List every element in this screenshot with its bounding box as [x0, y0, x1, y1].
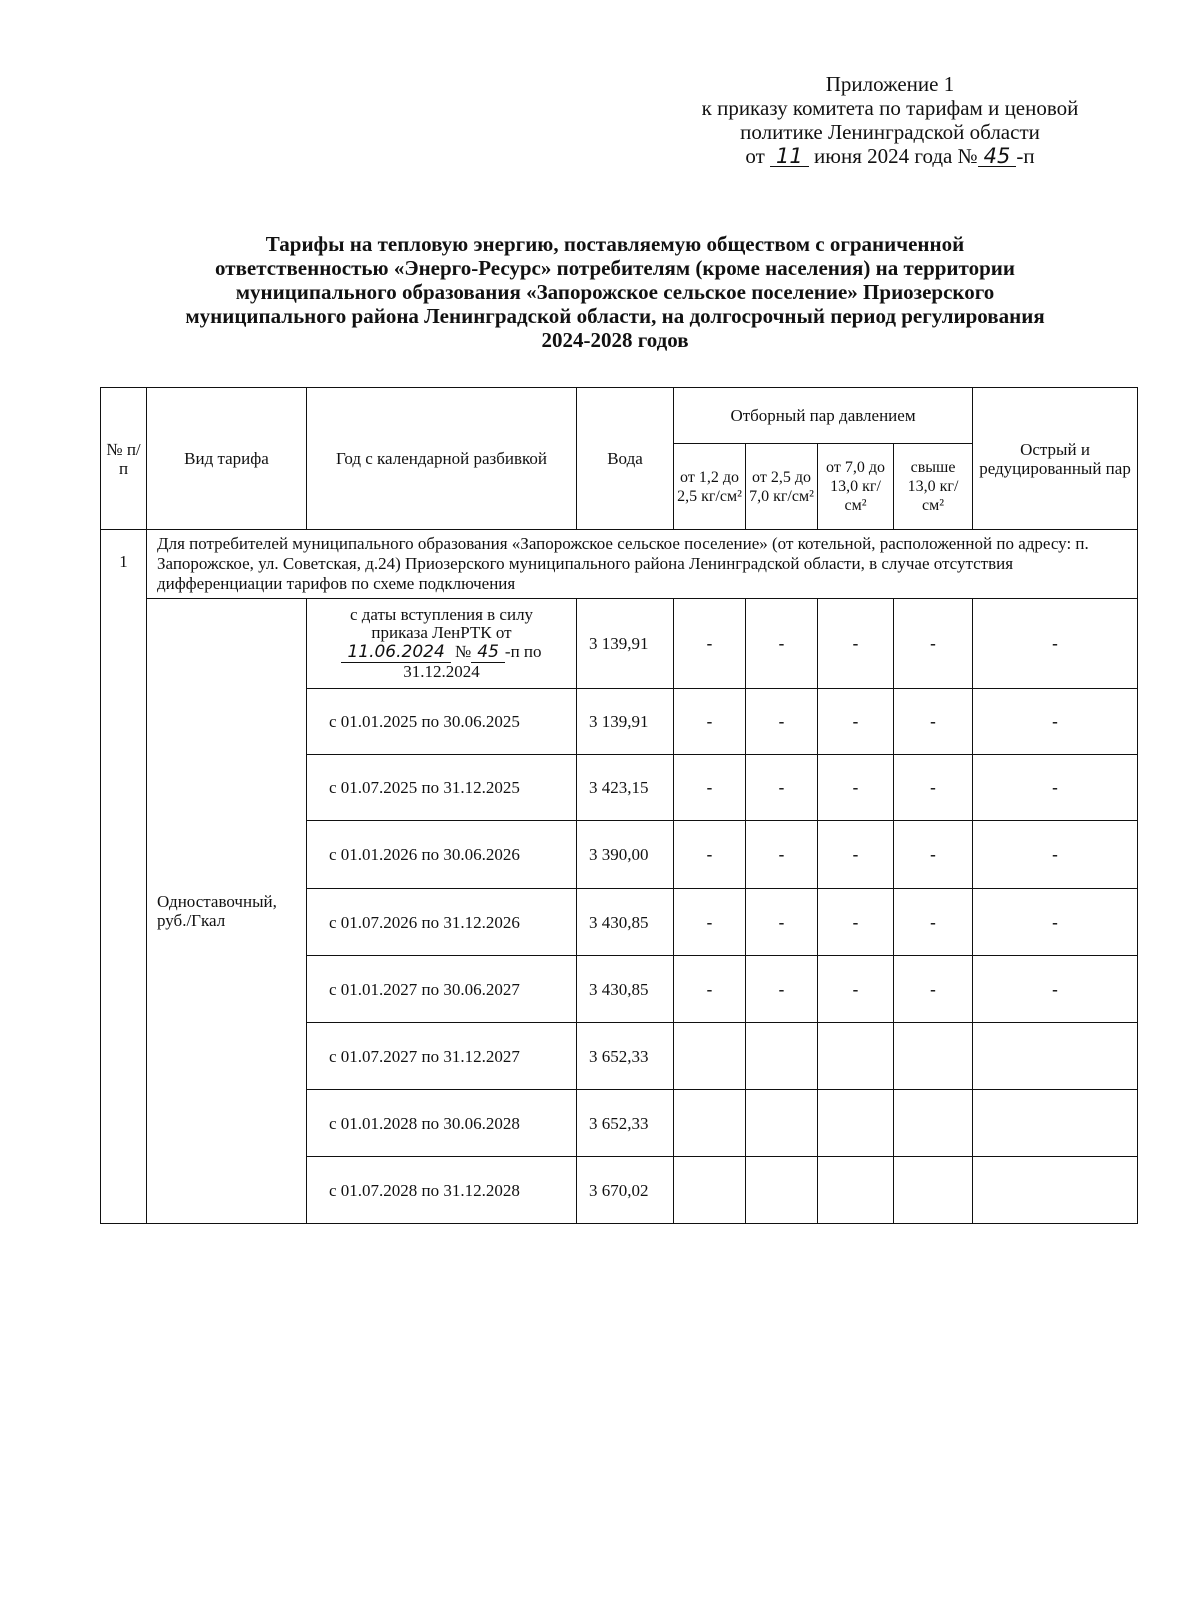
appendix-order-ref-2: политике Ленинградской области	[740, 120, 1040, 144]
pressure-2-value: -	[746, 689, 818, 755]
period-first-num-label: №	[455, 642, 472, 661]
water-value: 3 670,02	[577, 1157, 674, 1224]
pressure-2-value: -	[746, 821, 818, 889]
header-num: № п/п	[101, 388, 147, 530]
appendix-header	[640, 72, 1140, 168]
section-description: Для потребителей муниципального образования «Запорожское сельское поселение» (от котельной, расположенной по адресу: п. Запорожское, ул. Советская, д.24) Приозерского муниципального района Ленинградской области, в случае отсутствия дифференциации тарифов по схеме подключения	[147, 530, 1138, 599]
header-pressure-1: от 1,2 до 2,5 кг/см²	[674, 444, 746, 530]
handwritten-order-number: 45	[978, 146, 1017, 167]
water-value: 3 390,00	[577, 821, 674, 889]
sharp-steam-value	[973, 1023, 1138, 1090]
tariff-kind: Одноставочный, руб./Гкал	[147, 599, 307, 1224]
header-period: Год с календарной разбивкой	[307, 388, 577, 530]
sharp-steam-value: -	[973, 956, 1138, 1023]
sharp-steam-value	[973, 1090, 1138, 1157]
period-first-line-1: с даты вступления в силу	[349, 605, 534, 624]
water-value: 3 139,91	[577, 689, 674, 755]
pressure-1-value	[674, 1157, 746, 1224]
period-first-suffix: -п по	[504, 642, 542, 661]
pressure-2-value	[746, 1157, 818, 1224]
period: с 01.07.2027 по 31.12.2027	[307, 1023, 577, 1090]
pressure-1-value: -	[674, 956, 746, 1023]
pressure-3-value	[818, 1090, 894, 1157]
pressure-3-value: -	[818, 889, 894, 956]
pressure-1-value: -	[674, 755, 746, 821]
period: с 01.01.2028 по 30.06.2028	[307, 1090, 577, 1157]
handwritten-day: 11	[770, 146, 809, 167]
title-line-2: ответственностью «Энерго-Ресурс» потребителям (кроме населения) на территории	[215, 256, 1015, 280]
pressure-2-value	[746, 1023, 818, 1090]
pressure-1-value	[674, 1090, 746, 1157]
sharp-steam-value: -	[973, 821, 1138, 889]
period: с 01.07.2026 по 31.12.2026	[307, 889, 577, 956]
handwritten-order-num: 45	[471, 642, 505, 663]
period-first-line-2: приказа ЛенРТК от	[371, 623, 512, 642]
header-water: Вода	[577, 388, 674, 530]
pressure-2-value	[746, 1090, 818, 1157]
tariffs-table	[100, 387, 1138, 1224]
pressure-2-value: -	[746, 599, 818, 689]
appendix-order-ref: к приказу комитета по тарифам и ценовой	[701, 96, 1079, 120]
pressure-3-value: -	[818, 755, 894, 821]
water-value: 3 423,15	[577, 755, 674, 821]
order-suffix: -п	[1016, 144, 1035, 168]
period-first-line-4: 31.12.2024	[403, 662, 480, 681]
sharp-steam-value	[973, 1157, 1138, 1224]
period-first	[307, 599, 577, 689]
pressure-1-value: -	[674, 889, 746, 956]
pressure-4-value: -	[894, 599, 973, 689]
sharp-steam-value: -	[973, 599, 1138, 689]
pressure-3-value: -	[818, 956, 894, 1023]
pressure-2-value: -	[746, 755, 818, 821]
water-value: 3 430,85	[577, 889, 674, 956]
header-pressure-3: от 7,0 до 13,0 кг/см²	[818, 444, 894, 530]
date-prefix: от	[745, 144, 765, 168]
pressure-4-value: -	[894, 956, 973, 1023]
sharp-steam-value: -	[973, 755, 1138, 821]
appendix-date-line	[640, 144, 1140, 168]
period: с 01.07.2025 по 31.12.2025	[307, 755, 577, 821]
pressure-4-value	[894, 1023, 973, 1090]
sharp-steam-value: -	[973, 889, 1138, 956]
title-line-1: Тарифы на тепловую энергию, поставляемую обществом с ограниченной	[265, 232, 965, 256]
period: с 01.01.2025 по 30.06.2025	[307, 689, 577, 755]
pressure-3-value	[818, 1157, 894, 1224]
sharp-steam-value: -	[973, 689, 1138, 755]
section-number: 1	[101, 530, 147, 1224]
pressure-3-value: -	[818, 821, 894, 889]
pressure-1-value: -	[674, 689, 746, 755]
pressure-1-value: -	[674, 599, 746, 689]
pressure-4-value	[894, 1157, 973, 1224]
pressure-3-value: -	[818, 689, 894, 755]
pressure-2-value: -	[746, 889, 818, 956]
pressure-4-value: -	[894, 821, 973, 889]
pressure-1-value	[674, 1023, 746, 1090]
title-line-4: муниципального района Ленинградской области, на долгосрочный период регулирования	[185, 304, 1045, 328]
header-pressure-4: свыше 13,0 кг/см²	[894, 444, 973, 530]
handwritten-order-date: 11.06.2024	[341, 642, 450, 663]
table-row	[101, 599, 1138, 689]
pressure-4-value: -	[894, 889, 973, 956]
title-line-3: муниципального образования «Запорожское сельское поселение» Приозерского	[235, 280, 995, 304]
date-middle: июня 2024 года №	[814, 144, 978, 168]
header-steam-group: Отборный пар давлением	[674, 388, 973, 444]
pressure-3-value: -	[818, 599, 894, 689]
water-value: 3 652,33	[577, 1023, 674, 1090]
water-value: 3 652,33	[577, 1090, 674, 1157]
header-sharp-steam: Острый и редуцированный пар	[973, 388, 1138, 530]
pressure-4-value: -	[894, 689, 973, 755]
pressure-4-value: -	[894, 755, 973, 821]
period: с 01.07.2028 по 31.12.2028	[307, 1157, 577, 1224]
header-kind: Вид тарифа	[147, 388, 307, 530]
water-value: 3 430,85	[577, 956, 674, 1023]
pressure-2-value: -	[746, 956, 818, 1023]
pressure-3-value	[818, 1023, 894, 1090]
pressure-1-value: -	[674, 821, 746, 889]
header-pressure-2: от 2,5 до 7,0 кг/см²	[746, 444, 818, 530]
document-title	[90, 232, 1140, 352]
appendix-title: Приложение 1	[825, 72, 955, 96]
period: с 01.01.2026 по 30.06.2026	[307, 821, 577, 889]
pressure-4-value	[894, 1090, 973, 1157]
period: с 01.01.2027 по 30.06.2027	[307, 956, 577, 1023]
title-line-5: 2024-2028 годов	[541, 328, 689, 352]
water-value: 3 139,91	[577, 599, 674, 689]
